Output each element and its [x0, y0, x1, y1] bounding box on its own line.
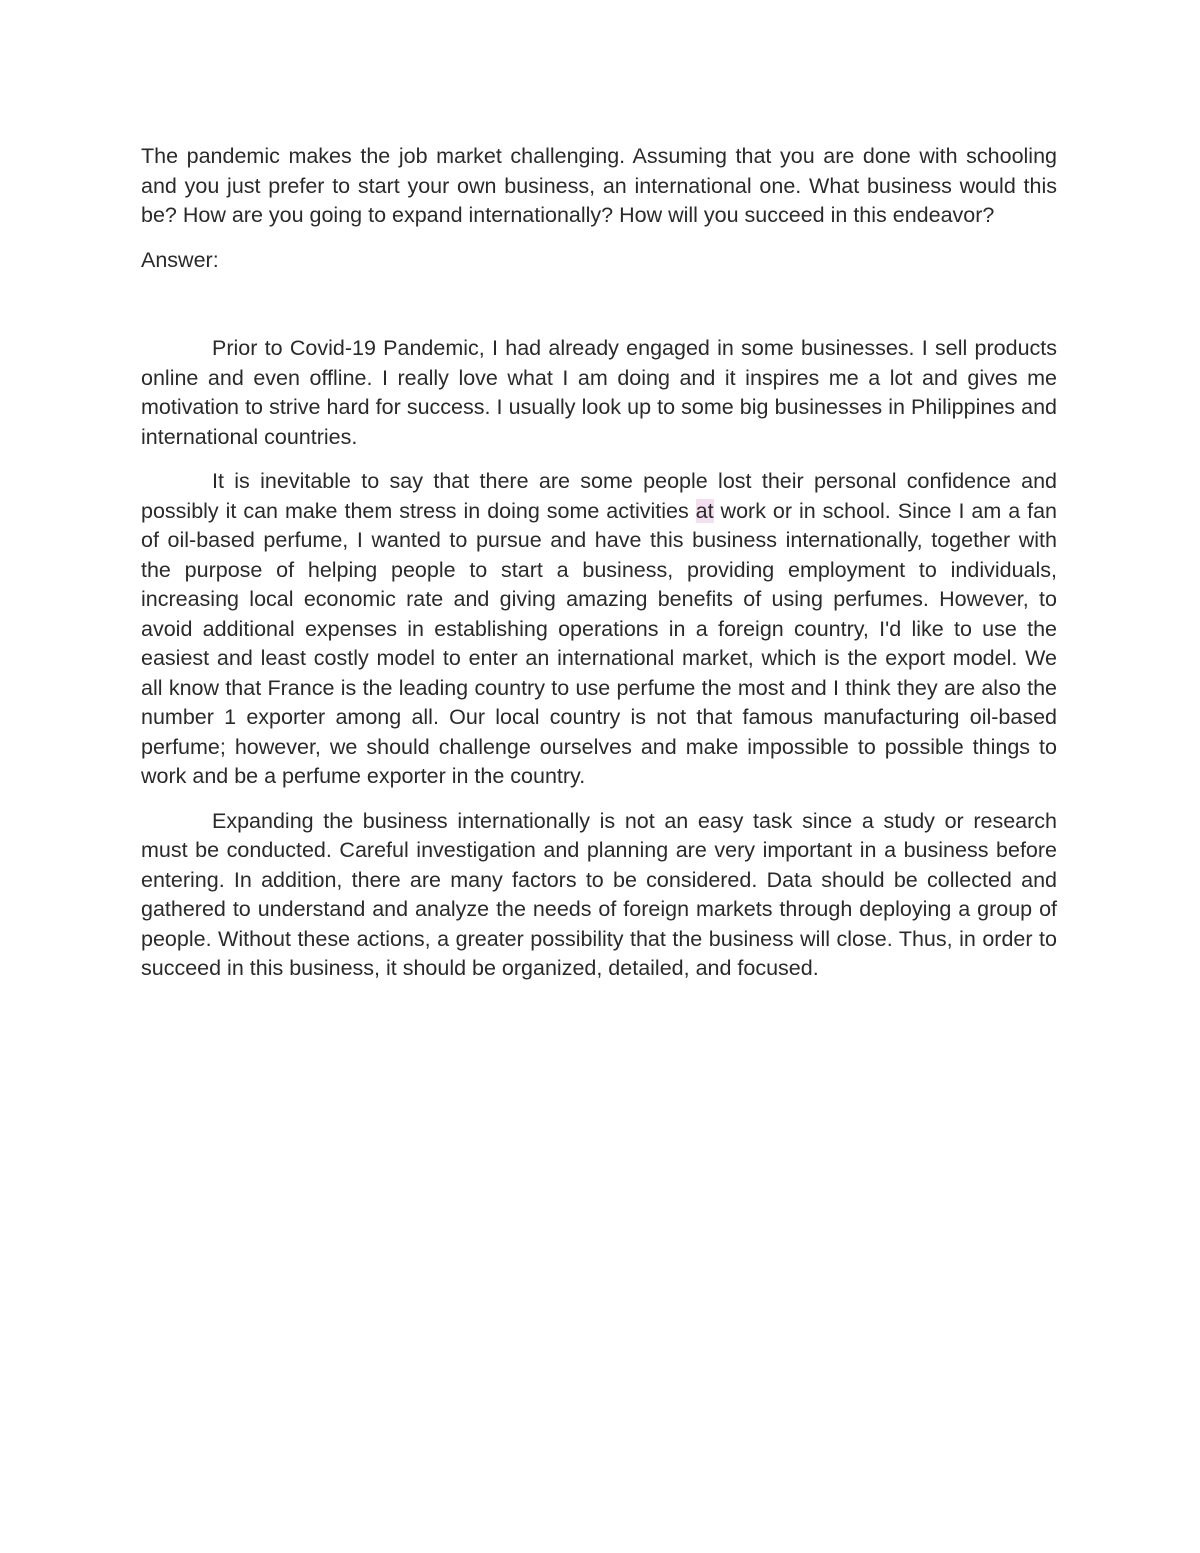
document-page	[141, 142, 1057, 999]
answer-paragraph-3: Expanding the business internationally is not an easy task since a study or research must be conducted. Careful investigation and planning are very important in a business before entering. In addition, there are many factors to be considered. Data should be collected and gathered to understand and analyze the needs of foreign markets through deploying a group of people. Without these actions, a greater possibility that the business will close. Thus, in order to succeed in this business, it should be organized, detailed, and focused.	[141, 808, 1057, 980]
paragraph-2-text-start: It is inevitable to say that there are some people lost their personal confidence and possibly it can make them stress in doing some activities	[141, 469, 1057, 523]
highlighted-word: at	[695, 498, 714, 523]
answer-paragraph-1: Prior to Covid-19 Pandemic, I had already engaged in some businesses. I sell products online and even offline. I really love what I am doing and it inspires me a lot and gives me motivation to strive hard for success. I usually look up to some big businesses in Philippines and international countries.	[141, 336, 1057, 449]
answer-label: Answer:	[141, 247, 219, 272]
question-text: The pandemic makes the job market challenging. Assuming that you are done with schooling and you just prefer to start your own business, an international one. What business would this be? How are you going to expand internationally? How will you succeed in this endeavor?	[141, 144, 1057, 227]
answer-paragraph-2	[141, 467, 1057, 792]
paragraph-2-text-end: work or in school. Since I am a fan of oil-based perfume, I wanted to pursue and have this business internationally, together with the purpose of helping people to start a business, providing employment to individuals, increasing local economic rate and giving amazing benefits of using perfumes. However, to avoid additional expenses in establishing operations in a foreign country, I'd like to use the easiest and least costly model to enter an international market, which is the export model. We all know that France is the leading country to use perfume the most and I think they are also the number 1 exporter among all. Our local country is not that famous manufacturing oil-based perfume; however, we should challenge ourselves and make impossible to possible things to work and be a perfume exporter in the country.	[141, 498, 1058, 788]
